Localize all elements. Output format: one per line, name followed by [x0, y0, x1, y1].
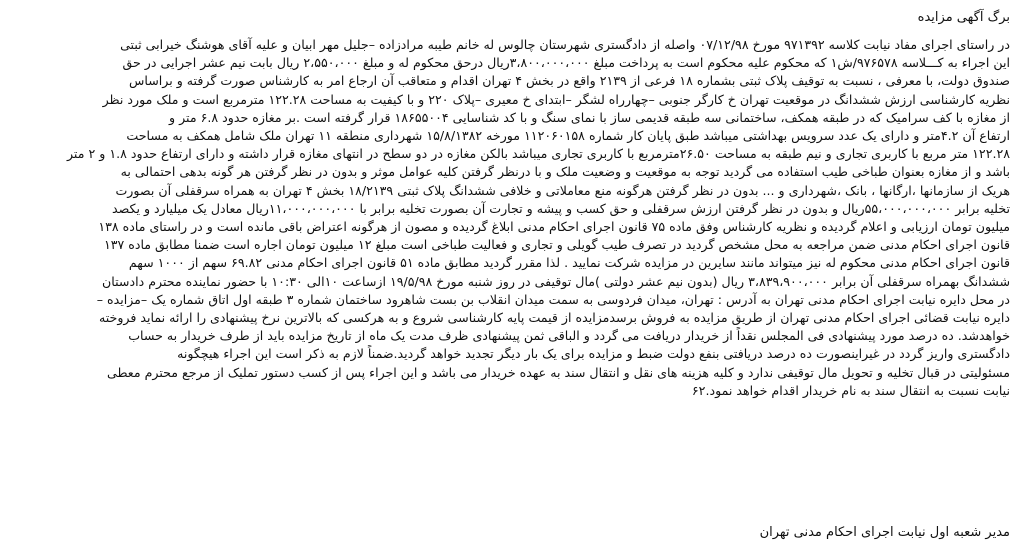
body-line: باشد و از مغازه بعنوان طباخی طیب استفاده می گردید توجه به موقعیت و وضعیت ملک و با درنظر گرفتن کلیه عوامل موثر و بدون در نظر گرفتن هر گونه بدهی احتمالی به: [120, 164, 1010, 180]
body-line: قانون اجرای احکام مدنی ضمن مراجعه به محل مشخص گردید در تصرف طیب گویلی و تجاری و فعالیت طباخی است مبلغ ۱۲ میلیون تومان اجاره است ضمنا مطابق ماده ۱۳۷: [103, 237, 1010, 253]
body-line: در محل دایره نیابت اجرای احکام مدنی تهران به آدرس : تهران، میدان فردوسی به سمت میدان انقلاب بن بست شاهرود ساختمان شماره ۳ طبقه اول اتاق شماره یک –مزایده –: [96, 291, 1010, 307]
body-line: نیابت نسبت به انتقال سند به نام خریدار اقدام خواهد نمود.۶۲: [691, 382, 1010, 398]
body-line: تخلیه برابر ۵۵،۰۰۰،۰۰۰،۰۰۰ریال و بدون در نظر گرفتن ارزش سرقفلی و حق کسب و پیشه و تجارت آن بصورت تخلیه برابر با ۱۱،۰۰۰،۰۰۰،۰۰۰ریال معادل یک میلیارد و یکصد: [111, 200, 1010, 216]
body-line: قانون اجرای احکام مدنی محکوم له نیز میتواند مانند سایرین در مزایده شرکت نمایید . لذا مقرر گردید مطابق ماده ۵۱ قانون اجرای احکام مدنی ۶۹.۸۲ سهم از ۱۰۰۰ سهم: [128, 255, 1010, 271]
body-line: ششدانگ بهمراه سرقفلی آن برابر ۳،۸۳۹،۹۰۰،۰۰۰ ریال (بدون نیم عشر دولتی )مال توقیفی در روز شنبه مورخ ۱۹/۵/۹۸ ازساعت ۱۰الی ۱۰:۳۰ با حضور نماینده محترم دادستان: [102, 273, 1010, 289]
body-line: ارتفاع آن ۴.۲متر و دارای یک عدد سرویس بهداشتی میباشد طبق پایان کار شماره ۱۱۲۰۶۰۱۵۸ مورخه ۱۵/۸/۱۳۸۲ شهرداری منطقه ۱۱ تهران ملک شامل همکف به مساحت: [126, 128, 1010, 144]
body-line: در راستای اجرای مفاد نیابت کلاسه ۹۷۱۳۹۲ مورخ ۰۷/۱۲/۹۸ واصله از دادگستری شهرستان چالوس له خانم طیبه مرادزاده –جلیل مهر ابیان و علیه آقای هوشنگ خیرابی ثبتی: [120, 37, 1010, 52]
body-line: از مغازه با کف سرامیک که در طبقه همکف، ساختمانی سه طبقه قدیمی ساز با نمای سنگ و با کد شناسایی ۱۸۶۵۵۰۰۴ قرار گرفته است .بر مغازه حدود ۶.۸ متر و: [169, 109, 1010, 125]
body-line: هریک از سازمانها ،ارگانها ، بانک ،شهرداری و ... بدون در نظر گرفتن هرگونه منع معاملاتی و خلافی ششدانگ پلاک ثبتی ۱۸/۲۱۳۹ بخش ۴ تهران به همراه سرقفلی آن بصورت: [115, 182, 1010, 198]
body-line: این اجراء به کـــلاسه ۹۷۶۵۷۸/ش۱ که محکوم علیه محکوم است به پرداخت مبلغ ۳،۸۰۰،۰۰۰،۰۰۰ریال درحق محکوم له و مبلغ ۲،۵۵۰،۰۰۰ ریال بابت نیم عشر اجرایی در حق: [122, 55, 1010, 71]
body-line: ۱۲۲.۲۸ متر مربع با کاربری تجاری و نیم طبقه به مساحت ۲۶.۵۰مترمربع با کاربری تجاری میباشد بالکن مغازه در دو سطح در انتهای مغازه قرار داشته و دارای ارتفاع حدود ۱.۸ و ۲ متر: [66, 146, 1010, 162]
document-title: برگ آگهی مزایده: [917, 10, 1010, 25]
body-line: مسئولیتی در قبال تخلیه و تحویل مال توقیفی ندارد و کلیه هزینه های نقل و انتقال سند به عهده خریدار می باشد و این اجراء پس از کسب دستور تملیک از مرجع محترم معطی: [106, 364, 1010, 380]
body-line: صندوق دولت، با معرفی ، نسبت به توقیف پلاک ثبتی بشماره ۱۸ فرعی از ۲۱۳۹ واقع در بخش ۴ تهران اقدام و متعاقب آن ارجاع امر به کارشناس صورت گرفته و براساس: [129, 73, 1010, 89]
document-body: [14, 36, 1010, 400]
signature-line: مدیر شعبه اول نیابت اجرای احکام مدنی تهران: [759, 525, 1010, 540]
body-line: دادگستری واریز گردد در غیراینصورت ده درصد دریافتی بنفع دولت ضبط و مزایده برای یک بار دیگر تجدید خواهد گردید.ضمناً لازم به ذکر است این اجراء هیچگونه: [177, 346, 1010, 362]
body-line: میلیون تومان ارزیابی و اعلام گردیده و نظریه کارشناس وفق ماده ۷۵ قانون اجرای احکام مدنی ابلاغ گردیده و مصون از هرگونه اعتراض باقی مانده است و در راستای ماده ۱۳۸: [98, 219, 1010, 235]
body-line: نظریه کارشناسی ارزش ششدانگ در موقعیت تهران خ کارگر جنوبی –چهارراه لشگر –ابتدای خ معیری –پلاک ۲۲۰ و با کیفیت به مساحت ۱۲۲.۲۸ مترمربع است و ملک مورد نظر: [102, 91, 1010, 107]
body-line: خواهدشد. ده درصد مورد پیشنهادی فی المجلس نقداً از خریدار دریافت می گردد و الباقی ثمن پیشنهادی ظرف مدت یک ماه از تاریخ مزایده باید از طرف خریدار به حساب: [128, 328, 1010, 344]
body-line: دایره نیابت قضائی اجرای احکام مدنی تهران از طریق مزایده به فروش برسدمزایده از قیمت پایه کارشناسی شروع و به هرکسی که بالاترین نرخ پیشنهادی را ارائه نماید فروخته: [99, 310, 1010, 326]
